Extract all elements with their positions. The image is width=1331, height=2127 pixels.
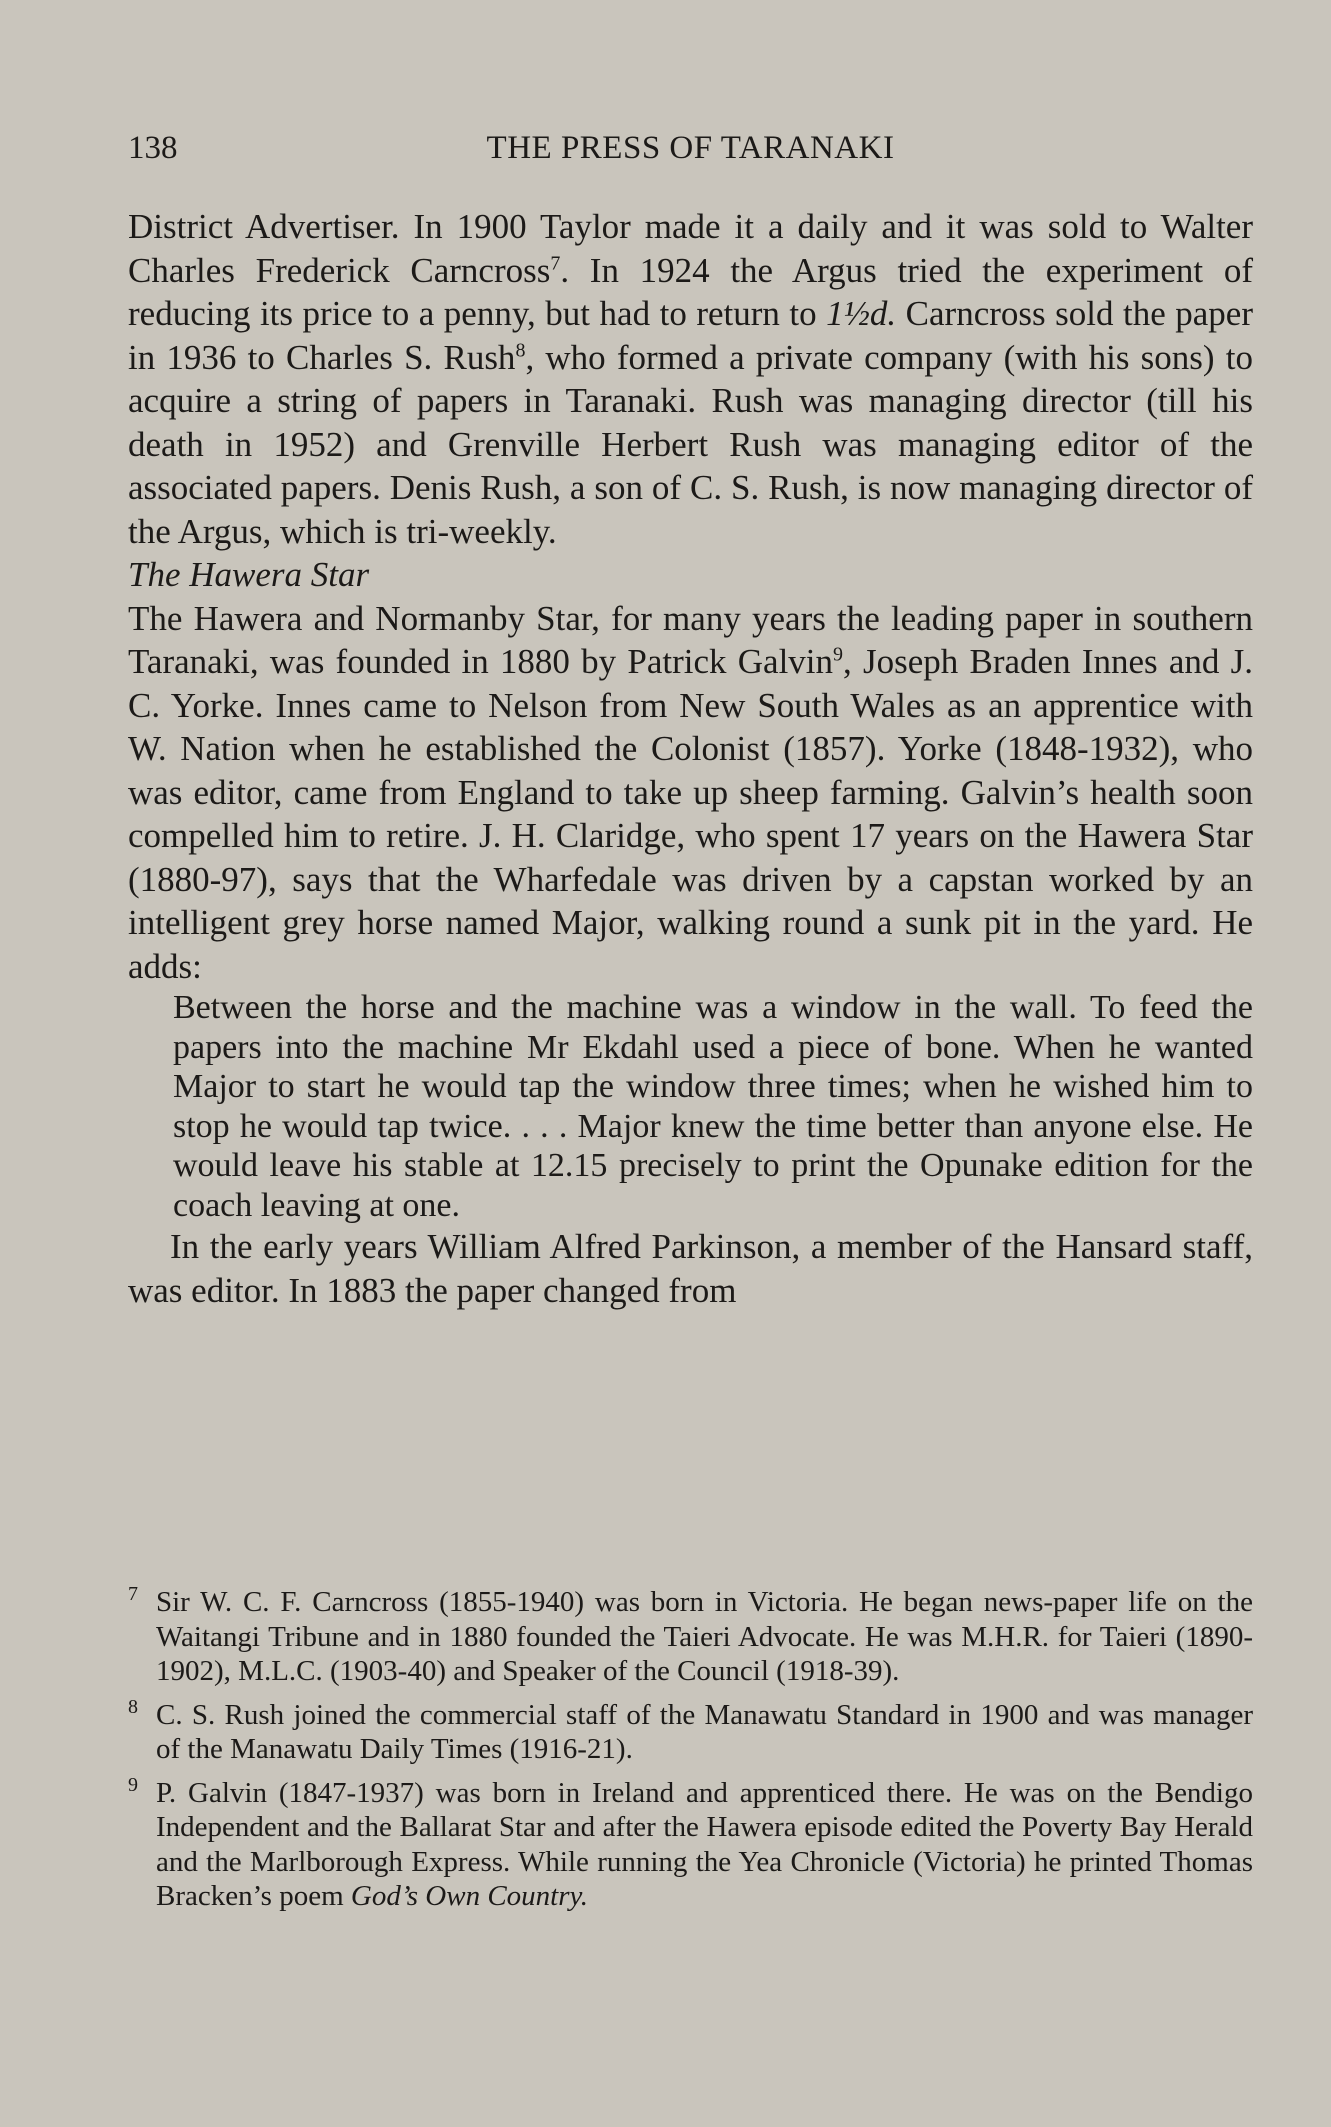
footnote-9: 9 P. Galvin (1847-1937) was born in Ireland and apprenticed there. He was on the Bendigo Independent and the Ballarat Star and after the Hawera episode edited the Poverty Bay Herald and the Marlborough Express. While running the Yea Chronicle (Victoria) he printed Thomas Bracken’s poem God’s Own Country.: [128, 1773, 1253, 1912]
paragraph-hawera-star: [128, 597, 1253, 989]
footnote-8: 8 C. S. Rush joined the commercial staff of the Manawatu Standard in 1900 and was manager of the Manawatu Daily Times (1916-21).: [128, 1695, 1253, 1765]
footnote-text: Sir W. C. F. Carncross (1855-1940) was born in Victoria. He began news-paper life on the Waitangi Tribune and in 1880 founded the Taieri Advocate. He was M.H.R. for Taieri (1890-1902), M.L.C. (1903-40) and Speaker of the Council (1918-39).: [156, 1586, 1253, 1687]
text-run: Carncross sold the paper in 1936 to Charles S. Rush: [128, 294, 1254, 377]
text-run: , who formed a private company (with his sons) to acquire a string of papers in Taranaki. Rush was managing director (till his death in 1952) and Grenville Herbert Rush was managing editor of the associated papers. Denis Rush, a son of C. S. Rush, is now managing director of the Argus, which is tri-weekly.: [128, 337, 1253, 551]
section-heading: The Hawera Star: [128, 555, 370, 594]
page-number: 138: [128, 130, 178, 166]
footnote-text: P. Galvin (1847-1937) was born in Ireland and apprenticed there. He was on the Bendigo Independent and the Ballarat Star and after the Hawera episode edited the Poverty Bay Herald and the Marlborough Express. While running the Yea Chronicle (Victoria) he printed Thomas Bracken’s poem: [156, 1776, 1253, 1912]
text-run: District Advertiser. In 1900 Taylor made it a daily and it was sold to Walter Charles Frederick Carncross: [128, 207, 1253, 290]
text-run: . In 1924 the Argus tried the experiment of reducing its price to a penny, but had to return to: [128, 250, 1253, 333]
footnote-ref-7: 7: [550, 251, 561, 274]
footnotes: [128, 1585, 1253, 1923]
block-quote: Between the horse and the machine was a window in the wall. To feed the papers into the machine Mr Ekdahl used a piece of bone. When he wanted Major to start he would tap the window three times; when he wished him to stop he would tap twice. . . . Major knew the time better than anyone else. He would leave his stable at 12.15 precisely to print the Opunake edition for the coach leaving at one.: [173, 989, 1253, 1224]
footnote-text: C. S. Rush joined the commercial staff of the Manawatu Standard in 1900 and was manager of the Manawatu Daily Times (1916-21).: [156, 1698, 1253, 1765]
footnote-7: 7 Sir W. C. F. Carncross (1855-1940) was born in Victoria. He began news-paper life on the Waitangi Tribune and in 1880 founded the Taieri Advocate. He was M.H.R. for Taieri (1890-1902), M.L.C. (1903-40) and Speaker of the Council (1918-39).: [128, 1583, 1253, 1687]
paragraph-argus: [128, 205, 1253, 553]
footnote-ref-9: 9: [833, 643, 844, 666]
text-run: The Hawera and Normanby Star, for many years the leading paper in southern Taranaki, was founded in 1880 by Patrick Galvin: [128, 598, 1253, 681]
page-header: [128, 130, 1253, 174]
text-run: , Joseph Braden Innes and J. C. Yorke. Innes came to Nelson from New South Wales as an apprentice with W. Nation when he established the Colonist (1857). Yorke (1848-1932), who was editor, came from England to take up sheep farming. Galvin’s health soon compelled him to retire. J. H. Claridge, who spent 17 years on the Hawera Star (1880-97), says that the Wharfedale was driven by a capstan worked by an intelligent grey horse named Major, walking round a sunk pit in the yard. He adds:: [128, 642, 1253, 986]
price-value: 1½d.: [826, 294, 897, 333]
poem-title: God’s Own Country.: [350, 1880, 589, 1912]
main-text: [128, 205, 1253, 1312]
footnote-ref-8: 8: [515, 338, 526, 361]
running-title: THE PRESS OF TARANAKI: [486, 130, 895, 166]
paragraph-early-years: In the early years William Alfred Parkinson, a member of the Hansard staff, was editor. In 1883 the paper changed from: [128, 1227, 1253, 1310]
